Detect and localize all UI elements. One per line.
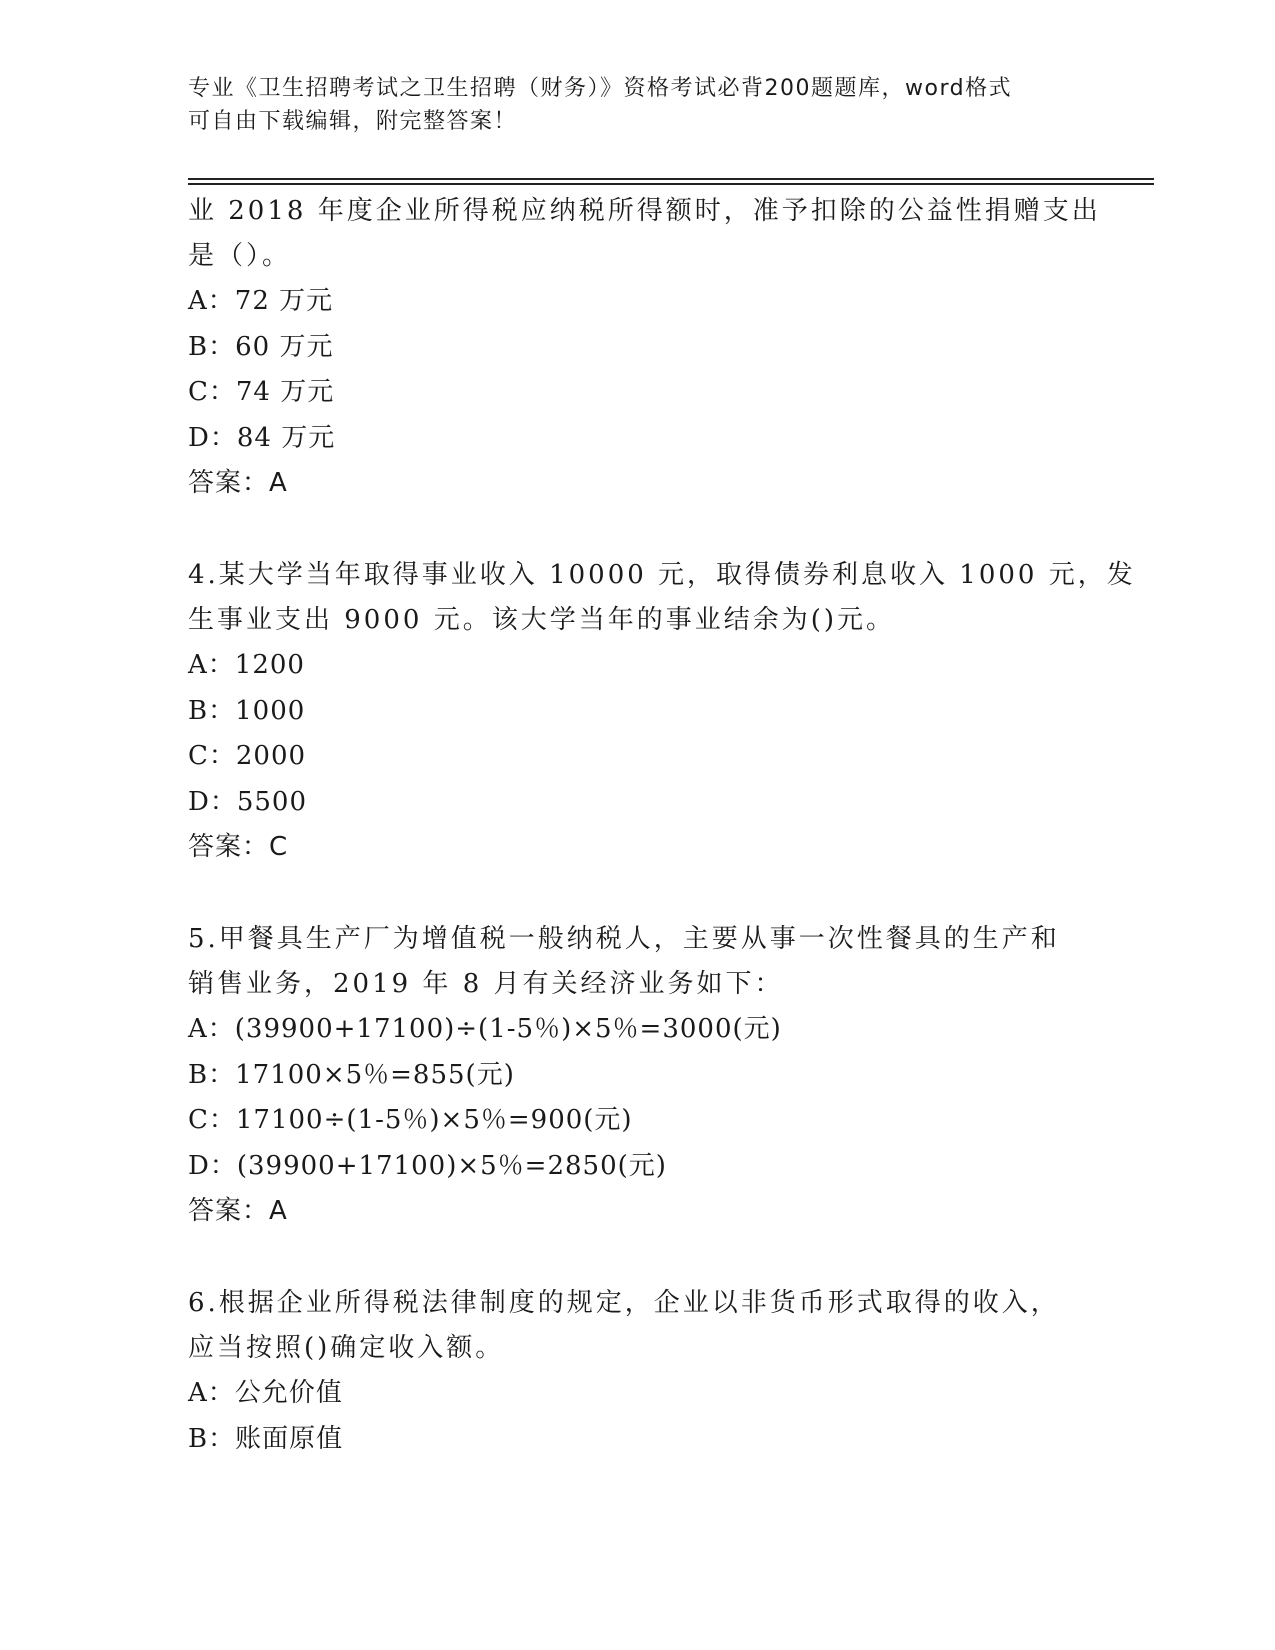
option-a: A：72 万元 xyxy=(188,286,334,316)
option-a: A：(39900+17100)÷(1-5％)×5％=3000(元) xyxy=(188,1014,782,1044)
question-text-line: 是（）。 xyxy=(188,241,292,271)
header-line-2: 可自由下载编辑，附完整答案！ xyxy=(188,109,518,134)
option-c: C：74 万元 xyxy=(188,377,335,407)
header-line-1: 专业《卫生招聘考试之卫生招聘（财务）》资格考试必背200题题库，word格式 xyxy=(188,76,1013,101)
option-d: D：84 万元 xyxy=(188,422,336,453)
answer-line: 答案：A xyxy=(188,468,288,498)
question-text-line: 5.甲餐具生产厂为增值税一般纳税人，主要从事一次性餐具的生产和 xyxy=(188,924,1060,954)
question-continued xyxy=(188,189,1101,506)
header-divider-top xyxy=(188,178,1154,180)
option-a: A：公允价值 xyxy=(188,1378,343,1408)
option-d: D：5500 xyxy=(188,786,308,817)
question-text-line: 销售业务，2019 年 8 月有关经济业务如下： xyxy=(188,969,784,999)
question-6 xyxy=(188,1281,1088,1462)
answer-line: 答案：A xyxy=(188,1196,288,1226)
question-list xyxy=(188,189,1136,1462)
option-b: B：1000 xyxy=(188,695,306,726)
spacer xyxy=(188,506,1088,553)
spacer xyxy=(188,1234,1088,1281)
option-b: B：60 万元 xyxy=(188,331,334,362)
option-d: D：(39900+17100)×5％=2850(元) xyxy=(188,1150,667,1181)
header-divider-bottom xyxy=(188,183,1154,185)
question-text-line: 6.根据企业所得税法律制度的规定，企业以非货币形式取得的收入， xyxy=(188,1288,1060,1318)
option-c: C：2000 xyxy=(188,741,307,771)
question-4 xyxy=(188,553,1136,870)
question-text-line: 生事业支出 9000 元。该大学当年的事业结余为()元。 xyxy=(188,605,895,635)
document-header xyxy=(188,72,1088,138)
option-b: B：账面原值 xyxy=(188,1423,344,1454)
question-text-line: 业 2018 年度企业所得税应纳税所得额时，准予扣除的公益性捐赠支出 xyxy=(188,196,1101,226)
spacer xyxy=(188,870,1088,917)
option-a: A：1200 xyxy=(188,650,305,680)
question-text-line: 应当按照()确定收入额。 xyxy=(188,1333,505,1363)
answer-line: 答案：C xyxy=(188,832,289,862)
question-text-line: 4.某大学当年取得事业收入 10000 元，取得债券利息收入 1000 元，发 xyxy=(188,560,1136,590)
question-5 xyxy=(188,917,1088,1234)
option-b: B：17100×5％=855(元) xyxy=(188,1059,515,1090)
option-c: C：17100÷(1-5％)×5％=900(元) xyxy=(188,1105,633,1135)
